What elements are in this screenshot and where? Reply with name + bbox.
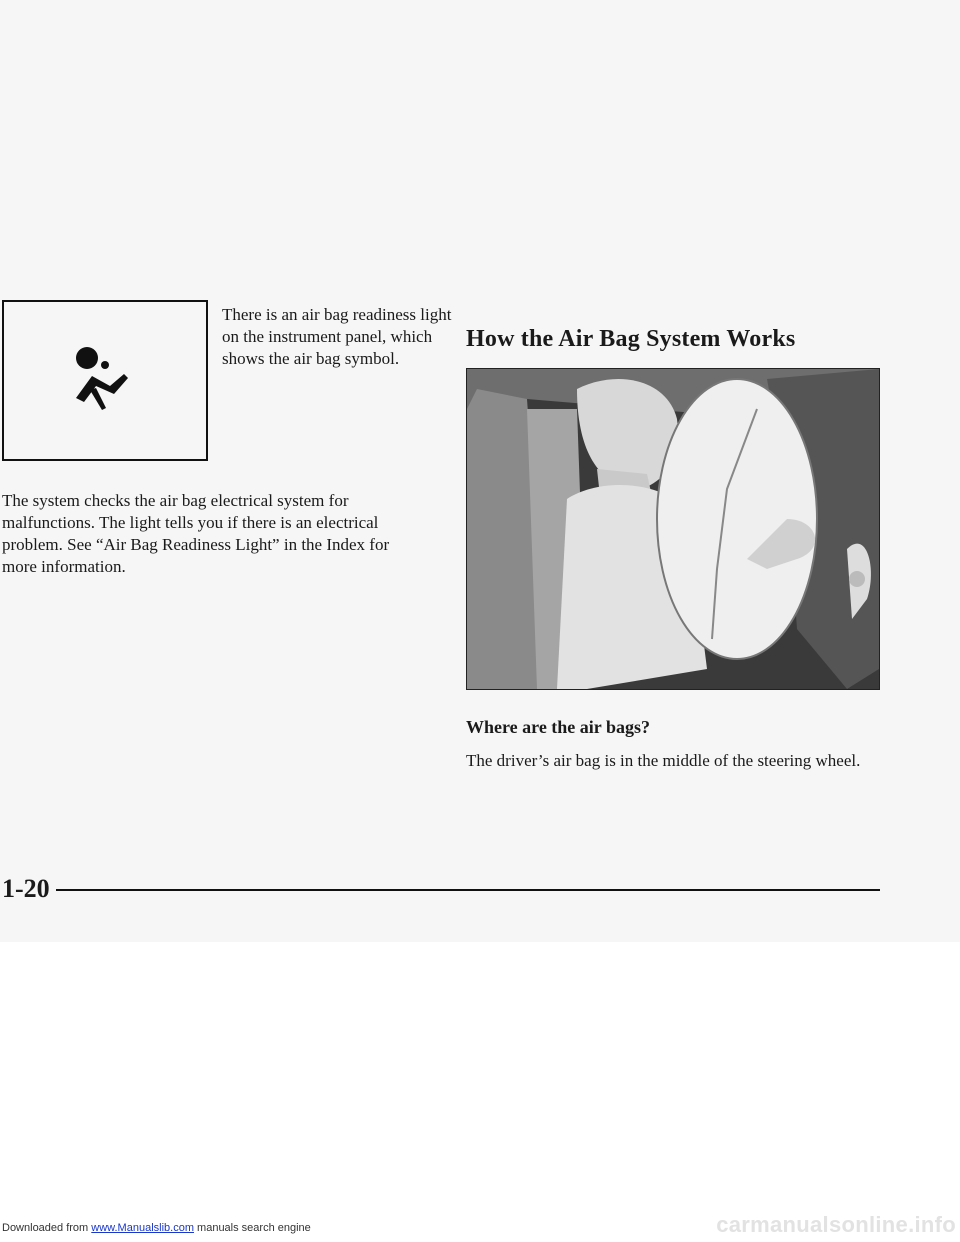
manualslib-link[interactable]: www.Manualslib.com <box>91 1222 194 1234</box>
footer-suffix: manuals search engine <box>193 1222 311 1234</box>
section-title: How the Air Bag System Works <box>466 326 796 352</box>
air-bag-symbol-icon <box>62 338 146 422</box>
page-rule-divider <box>56 889 880 891</box>
system-check-paragraph: The system checks the air bag electrical system for malfunctions. The light tells you if there is an electrical problem. See “Air Bag Readiness Light” in the Index for more information. <box>2 491 390 576</box>
download-footer <box>2 1222 311 1234</box>
footer-prefix: Downloaded from <box>2 1222 92 1234</box>
air-bag-location-text: The driver’s air bag is in the middle of the steering wheel. <box>466 751 861 770</box>
page-number: 1-20 <box>2 874 50 903</box>
air-bag-readiness-icon-box <box>2 300 208 461</box>
air-bag-deployment-illustration <box>466 368 880 690</box>
watermark-text: carmanualsonline.info <box>716 1212 956 1237</box>
air-bag-location-heading: Where are the air bags? <box>466 717 650 737</box>
readiness-light-text: There is an air bag readiness light on the instrument panel, which shows the air bag symbol. <box>222 305 452 368</box>
